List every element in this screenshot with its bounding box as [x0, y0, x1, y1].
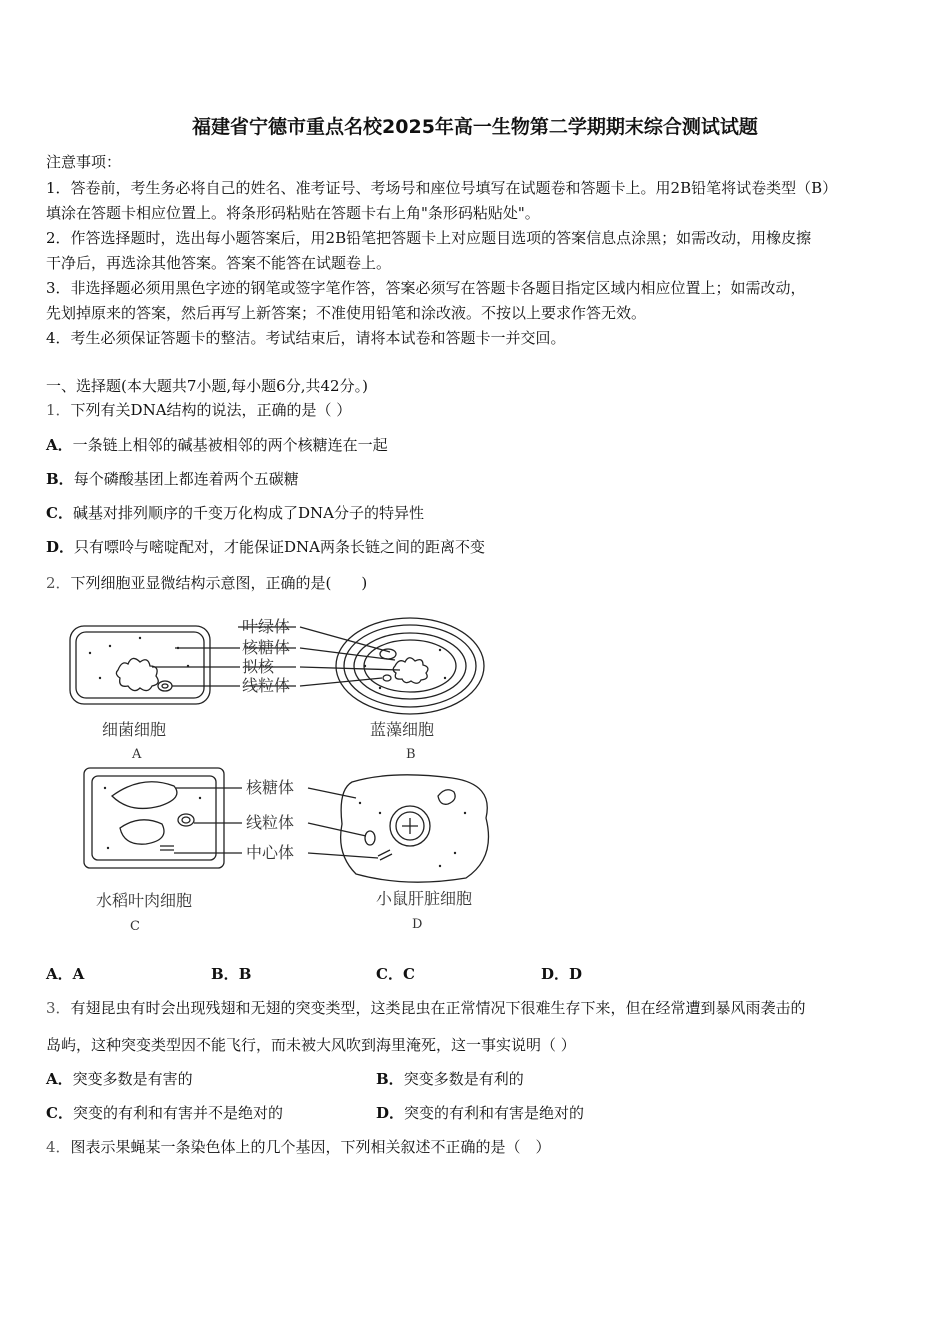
option-text: D: [569, 965, 583, 983]
notice-line: 3．非选择题必须用黑色字迹的钢笔或签字笔作答，答案必须写在答题卡各题目指定区域内相应位置上；如需改动，: [46, 279, 806, 297]
option-d[interactable]: [541, 964, 582, 984]
notice-line: 填涂在答题卡相应位置上。将条形码粘贴在答题卡右上角"条形码粘贴处"。: [46, 204, 540, 222]
cell-structure-figure: [60, 608, 500, 943]
option-text: 突变的有利和有害并不是绝对的: [72, 1104, 283, 1122]
notice-line: 干净后，再选涂其他答案。答案不能答在试题卷上。: [46, 254, 392, 272]
notice-line: 1．答卷前，考生务必将自己的姓名、准考证号、考场号和座位号填写在试题卷和答题卡上。用2B铅笔将试卷类型（B）: [46, 179, 838, 197]
option-c[interactable]: [376, 964, 415, 984]
label-nucleoid: 拟核: [242, 657, 275, 676]
option-text: 突变多数是有害的: [72, 1070, 193, 1088]
option-text: 每个磷酸基团上都连着两个五碳糖: [73, 470, 299, 488]
question-3-stem-cont: 岛屿，这种突变类型因不能飞行，而未被大风吹到海里淹死，这一事实说明（ ）: [46, 1036, 576, 1054]
option-b[interactable]: [211, 964, 251, 984]
option-a[interactable]: [46, 435, 388, 455]
label-mitochondrion-top: 线粒体: [242, 676, 291, 695]
label-ribosome-top: 核糖体: [242, 638, 291, 657]
option-text: B: [238, 965, 252, 983]
option-text: 突变多数是有利的: [403, 1070, 524, 1088]
option-text: C: [402, 965, 415, 983]
cyanobacteria-cell-drawing: [336, 618, 484, 714]
option-a[interactable]: [46, 964, 84, 984]
caption-d-letter: D: [412, 917, 423, 932]
option-b[interactable]: [46, 469, 299, 489]
option-c[interactable]: [46, 503, 424, 523]
option-text: 一条链上相邻的碱基被相邻的两个核糖连在一起: [72, 436, 388, 454]
option-d[interactable]: [46, 537, 485, 557]
question-text: 有翅昆虫有时会出现残翅和无翅的突变类型，这类昆虫在正常情况下很难生存下来，但在经常遭到暴风雨袭击的: [70, 999, 806, 1017]
label-mitochondrion-bottom: 线粒体: [246, 813, 295, 832]
question-2-stem: [46, 573, 367, 593]
question-4-stem: [46, 1137, 551, 1157]
option-label: B．: [211, 965, 239, 983]
option-label: D．: [541, 965, 570, 983]
option-label: D．: [46, 538, 75, 556]
label-centrosome: 中心体: [246, 843, 295, 862]
question-text: 图表示果蝇某一条染色体上的几个基因，下列相关叙述不正确的是（ ）: [70, 1138, 551, 1156]
question-number: 4．: [46, 1138, 71, 1156]
notice-line: 先划掉原来的答案，然后再写上新答案；不准使用铅笔和涂改液。不按以上要求作答无效。: [46, 304, 647, 322]
option-text: 只有嘌呤与嘧啶配对，才能保证DNA两条长链之间的距离不变: [74, 538, 486, 556]
option-label: B．: [376, 1070, 404, 1088]
notice-heading: 注意事项：: [46, 153, 122, 171]
notice-line: 4．考生必须保证答题卡的整洁。考试结束后，请将本试卷和答题卡一并交回。: [46, 329, 566, 347]
caption-d-name: 小鼠肝脏细胞: [376, 889, 473, 908]
caption-b-letter: B: [406, 747, 416, 762]
question-number: 1．: [46, 401, 71, 419]
option-label: A．: [46, 1070, 73, 1088]
option-b[interactable]: [376, 1069, 524, 1089]
label-ribosome-bottom: 核糖体: [246, 778, 295, 797]
option-a[interactable]: [46, 1069, 193, 1089]
page-title: 福建省宁德市重点名校2025年高一生物第二学期期末综合测试试题: [192, 116, 758, 138]
option-label: A．: [46, 965, 73, 983]
option-label: D．: [376, 1104, 405, 1122]
caption-b-name: 蓝藻细胞: [370, 720, 435, 739]
question-1-stem: [46, 400, 351, 420]
caption-a-letter: A: [132, 747, 142, 762]
notice-line: 2．作答选择题时，选出每小题答案后，用2B铅笔把答题卡上对应题目选项的答案信息点涂黑；如需改动，用橡皮擦: [46, 229, 812, 247]
option-label: C．: [376, 965, 403, 983]
question-number: 3．: [46, 999, 71, 1017]
option-text: 突变的有利和有害是绝对的: [404, 1104, 585, 1122]
question-text: 下列细胞亚显微结构示意图，正确的是( ): [70, 574, 368, 592]
caption-a-name: 细菌细胞: [102, 720, 167, 739]
caption-c-letter: C: [130, 919, 140, 934]
option-text: A: [72, 965, 85, 983]
mouse-liver-cell-drawing: [341, 775, 489, 882]
option-label: C．: [46, 504, 73, 522]
question-text: 下列有关DNA结构的说法，正确的是（ ）: [70, 401, 352, 419]
option-d[interactable]: [376, 1103, 584, 1123]
option-c[interactable]: [46, 1103, 283, 1123]
question-number: 2．: [46, 574, 71, 592]
section-heading: 一、选择题(本大题共7小题,每小题6分,共42分。): [46, 377, 368, 395]
option-label: B．: [46, 470, 74, 488]
question-3-stem: [46, 998, 806, 1018]
option-label: A．: [46, 436, 73, 454]
option-text: 碱基对排列顺序的千变万化构成了DNA分子的特异性: [72, 504, 424, 522]
caption-c-name: 水稻叶肉细胞: [96, 891, 193, 910]
option-label: C．: [46, 1104, 73, 1122]
label-chloroplast: 叶绿体: [242, 617, 291, 636]
